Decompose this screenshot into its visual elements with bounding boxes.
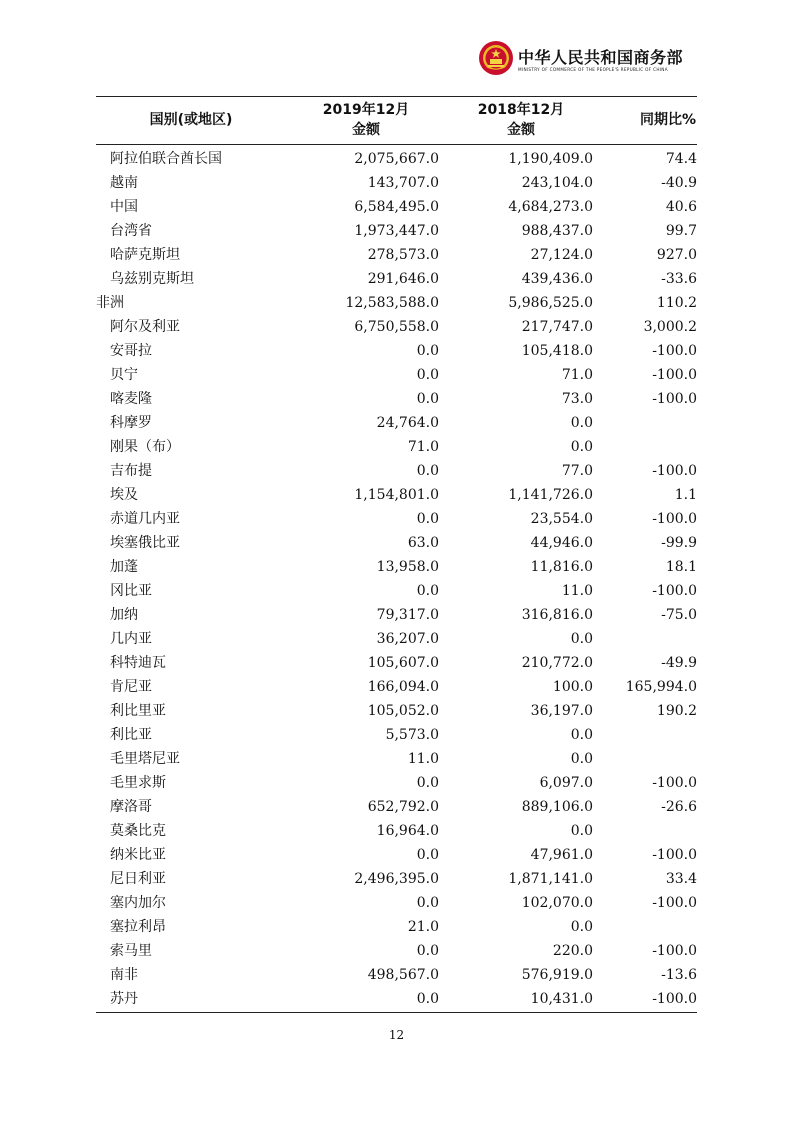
amount-2019: 5,573.0 — [385, 727, 439, 743]
amount-2019: 0.0 — [416, 847, 439, 863]
yoy-percent: -100.0 — [652, 775, 697, 791]
country-name: 阿尔及利亚 — [110, 319, 180, 335]
country-name: 埃及 — [110, 487, 138, 503]
amount-2019: 0.0 — [416, 943, 439, 959]
table-row — [96, 315, 697, 339]
amount-2019: 166,094.0 — [367, 679, 439, 695]
amount-2019: 0.0 — [416, 583, 439, 599]
country-name: 科摩罗 — [110, 415, 152, 431]
amount-2018: 439,436.0 — [521, 271, 593, 287]
country-name: 利比里亚 — [110, 703, 166, 719]
amount-2019: 16,964.0 — [376, 823, 439, 839]
country-name: 利比亚 — [110, 727, 152, 743]
country-name: 尼日利亚 — [110, 871, 166, 887]
amount-2018: 6,097.0 — [539, 775, 593, 791]
amount-2019: 12,583,588.0 — [345, 295, 439, 311]
table-row — [96, 411, 697, 435]
table-row — [96, 435, 697, 459]
ministry-name-english: MINISTRY OF COMMERCE OF THE PEOPLE'S REPUBLIC OF CHINA — [518, 67, 668, 72]
table-row — [96, 147, 697, 171]
amount-2018: 217,747.0 — [521, 319, 593, 335]
table-row — [96, 867, 697, 891]
country-name: 索马里 — [110, 943, 152, 959]
table-row — [96, 363, 697, 387]
yoy-percent: 927.0 — [656, 247, 697, 263]
amount-2018: 316,816.0 — [521, 607, 593, 623]
yoy-percent: -26.6 — [661, 799, 697, 815]
amount-2019: 11.0 — [407, 751, 439, 767]
amount-2019: 36,207.0 — [376, 631, 439, 647]
country-name: 吉布提 — [110, 463, 152, 479]
amount-2018: 0.0 — [570, 751, 593, 767]
yoy-percent: -75.0 — [661, 607, 697, 623]
table-row — [96, 795, 697, 819]
amount-2018: 220.0 — [552, 943, 593, 959]
amount-2018: 889,106.0 — [521, 799, 593, 815]
table-row — [96, 651, 697, 675]
yoy-percent: 18.1 — [665, 559, 697, 575]
yoy-percent: -49.9 — [661, 655, 697, 671]
amount-2018: 243,104.0 — [521, 175, 593, 191]
table-row — [96, 627, 697, 651]
table-row — [96, 843, 697, 867]
amount-2019: 1,973,447.0 — [354, 223, 439, 239]
amount-2019: 2,075,667.0 — [354, 151, 439, 167]
amount-2019: 63.0 — [407, 535, 439, 551]
table-row — [96, 507, 697, 531]
table-row — [96, 267, 697, 291]
country-name: 几内亚 — [110, 631, 152, 647]
amount-2019: 13,958.0 — [376, 559, 439, 575]
country-name: 台湾省 — [110, 223, 152, 239]
yoy-percent: 99.7 — [665, 223, 697, 239]
table-row — [96, 675, 697, 699]
yoy-percent: -100.0 — [652, 511, 697, 527]
table-row — [96, 531, 697, 555]
amount-2019: 0.0 — [416, 391, 439, 407]
amount-2019: 0.0 — [416, 895, 439, 911]
amount-2018: 105,418.0 — [521, 343, 593, 359]
country-name: 塞拉利昂 — [110, 919, 166, 935]
table-row — [96, 771, 697, 795]
country-name: 乌兹别克斯坦 — [110, 271, 194, 287]
table-row — [96, 747, 697, 771]
table-row — [96, 243, 697, 267]
country-name: 中国 — [110, 199, 138, 215]
country-name: 刚果（布） — [110, 439, 180, 455]
amount-2018: 0.0 — [570, 631, 593, 647]
amount-2019: 71.0 — [407, 439, 439, 455]
amount-2019: 1,154,801.0 — [354, 487, 439, 503]
header-2019 — [296, 100, 436, 140]
yoy-percent: -100.0 — [652, 463, 697, 479]
amount-2019: 498,567.0 — [367, 967, 439, 983]
amount-2019: 6,584,495.0 — [354, 199, 439, 215]
national-emblem-icon — [478, 40, 514, 76]
country-name: 加纳 — [110, 607, 138, 623]
country-name: 越南 — [110, 175, 138, 191]
country-name: 南非 — [110, 967, 138, 983]
yoy-percent: 110.2 — [656, 295, 697, 311]
amount-2018: 988,437.0 — [521, 223, 593, 239]
amount-2019: 24,764.0 — [376, 415, 439, 431]
yoy-percent: -13.6 — [661, 967, 697, 983]
country-name: 安哥拉 — [110, 343, 152, 359]
table-row — [96, 891, 697, 915]
yoy-percent: -100.0 — [652, 367, 697, 383]
amount-2018: 4,684,273.0 — [508, 199, 593, 215]
amount-2018: 5,986,525.0 — [508, 295, 593, 311]
amount-2018: 0.0 — [570, 823, 593, 839]
amount-2019: 105,607.0 — [367, 655, 439, 671]
header-2018-period: 2018年12月 — [477, 102, 565, 118]
amount-2018: 210,772.0 — [521, 655, 593, 671]
header-2019-amount: 金额 — [352, 122, 380, 138]
table-row — [96, 819, 697, 843]
amount-2018: 71.0 — [561, 367, 593, 383]
amount-2019: 652,792.0 — [367, 799, 439, 815]
table-row — [96, 699, 697, 723]
amount-2019: 79,317.0 — [376, 607, 439, 623]
country-name: 喀麦隆 — [110, 391, 152, 407]
amount-2018: 576,919.0 — [521, 967, 593, 983]
amount-2019: 2,496,395.0 — [354, 871, 439, 887]
amount-2018: 0.0 — [570, 415, 593, 431]
amount-2019: 105,052.0 — [367, 703, 439, 719]
yoy-percent: -100.0 — [652, 991, 697, 1007]
amount-2019: 0.0 — [416, 343, 439, 359]
table-body — [96, 147, 697, 1011]
amount-2019: 291,646.0 — [367, 271, 439, 287]
country-name: 毛里求斯 — [110, 775, 166, 791]
country-name: 肯尼亚 — [110, 679, 152, 695]
table-row — [96, 939, 697, 963]
yoy-percent: 190.2 — [656, 703, 697, 719]
table-row — [96, 987, 697, 1011]
country-name: 贝宁 — [110, 367, 138, 383]
amount-2019: 0.0 — [416, 511, 439, 527]
country-name: 冈比亚 — [110, 583, 152, 599]
table-row — [96, 603, 697, 627]
header-2019-period: 2019年12月 — [322, 102, 410, 118]
table-row — [96, 963, 697, 987]
table-bottom-rule — [96, 1012, 697, 1013]
table-row — [96, 195, 697, 219]
amount-2018: 0.0 — [570, 439, 593, 455]
header-2018-amount: 金额 — [507, 122, 535, 138]
table-row — [96, 171, 697, 195]
table-row — [96, 555, 697, 579]
amount-2018: 100.0 — [552, 679, 593, 695]
ministry-logo — [478, 40, 708, 80]
amount-2018: 44,946.0 — [530, 535, 593, 551]
country-name: 加蓬 — [110, 559, 138, 575]
country-name: 塞内加尔 — [110, 895, 166, 911]
yoy-percent: -100.0 — [652, 391, 697, 407]
table-top-rule — [96, 96, 697, 97]
yoy-percent: -100.0 — [652, 895, 697, 911]
yoy-percent: -100.0 — [652, 583, 697, 599]
table-row — [96, 723, 697, 747]
yoy-percent: 1.1 — [674, 487, 697, 503]
page-number: 12 — [388, 1028, 405, 1042]
amount-2019: 143,707.0 — [367, 175, 439, 191]
amount-2018: 0.0 — [570, 727, 593, 743]
table-row — [96, 915, 697, 939]
table-header-rule — [96, 144, 697, 145]
country-name: 非洲 — [96, 295, 124, 311]
yoy-percent: -100.0 — [652, 943, 697, 959]
yoy-percent: 74.4 — [665, 151, 697, 167]
table-row — [96, 483, 697, 507]
amount-2018: 36,197.0 — [530, 703, 593, 719]
country-name: 哈萨克斯坦 — [110, 247, 180, 263]
table-row — [96, 339, 697, 363]
yoy-percent: 40.6 — [665, 199, 697, 215]
yoy-percent: -100.0 — [652, 343, 697, 359]
country-name: 埃塞俄比亚 — [110, 535, 180, 551]
amount-2018: 1,871,141.0 — [508, 871, 593, 887]
country-name: 科特迪瓦 — [110, 655, 166, 671]
amount-2019: 6,750,558.0 — [354, 319, 439, 335]
yoy-percent: 33.4 — [665, 871, 697, 887]
amount-2018: 47,961.0 — [530, 847, 593, 863]
table-row — [96, 579, 697, 603]
country-name: 赤道几内亚 — [110, 511, 180, 527]
amount-2019: 278,573.0 — [367, 247, 439, 263]
yoy-percent: -40.9 — [661, 175, 697, 191]
yoy-percent: -33.6 — [661, 271, 697, 287]
amount-2018: 73.0 — [561, 391, 593, 407]
amount-2018: 11,816.0 — [530, 559, 593, 575]
header-yoy: 同期比% — [639, 112, 696, 128]
amount-2018: 10,431.0 — [530, 991, 593, 1007]
country-name: 纳米比亚 — [110, 847, 166, 863]
amount-2018: 1,141,726.0 — [508, 487, 593, 503]
amount-2019: 21.0 — [407, 919, 439, 935]
amount-2019: 0.0 — [416, 463, 439, 479]
amount-2018: 0.0 — [570, 919, 593, 935]
table-row — [96, 219, 697, 243]
amount-2018: 102,070.0 — [521, 895, 593, 911]
amount-2019: 0.0 — [416, 367, 439, 383]
yoy-percent: -99.9 — [661, 535, 697, 551]
ministry-name: 中华人民共和国商务部 — [518, 48, 684, 67]
table-row — [96, 459, 697, 483]
amount-2019: 0.0 — [416, 991, 439, 1007]
yoy-percent: 165,994.0 — [625, 679, 697, 695]
country-name: 摩洛哥 — [110, 799, 152, 815]
yoy-percent: 3,000.2 — [643, 319, 697, 335]
amount-2018: 77.0 — [561, 463, 593, 479]
amount-2018: 11.0 — [561, 583, 593, 599]
amount-2018: 1,190,409.0 — [508, 151, 593, 167]
country-name: 毛里塔尼亚 — [110, 751, 180, 767]
table-region-row — [96, 291, 697, 315]
country-name: 苏丹 — [110, 991, 138, 1007]
amount-2019: 0.0 — [416, 775, 439, 791]
yoy-percent: -100.0 — [652, 847, 697, 863]
header-country: 国别(或地区) — [149, 112, 233, 128]
amount-2018: 23,554.0 — [530, 511, 593, 527]
country-name: 莫桑比克 — [110, 823, 166, 839]
header-2018 — [451, 100, 591, 140]
country-name: 阿拉伯联合酋长国 — [110, 151, 222, 167]
amount-2018: 27,124.0 — [530, 247, 593, 263]
table-row — [96, 387, 697, 411]
